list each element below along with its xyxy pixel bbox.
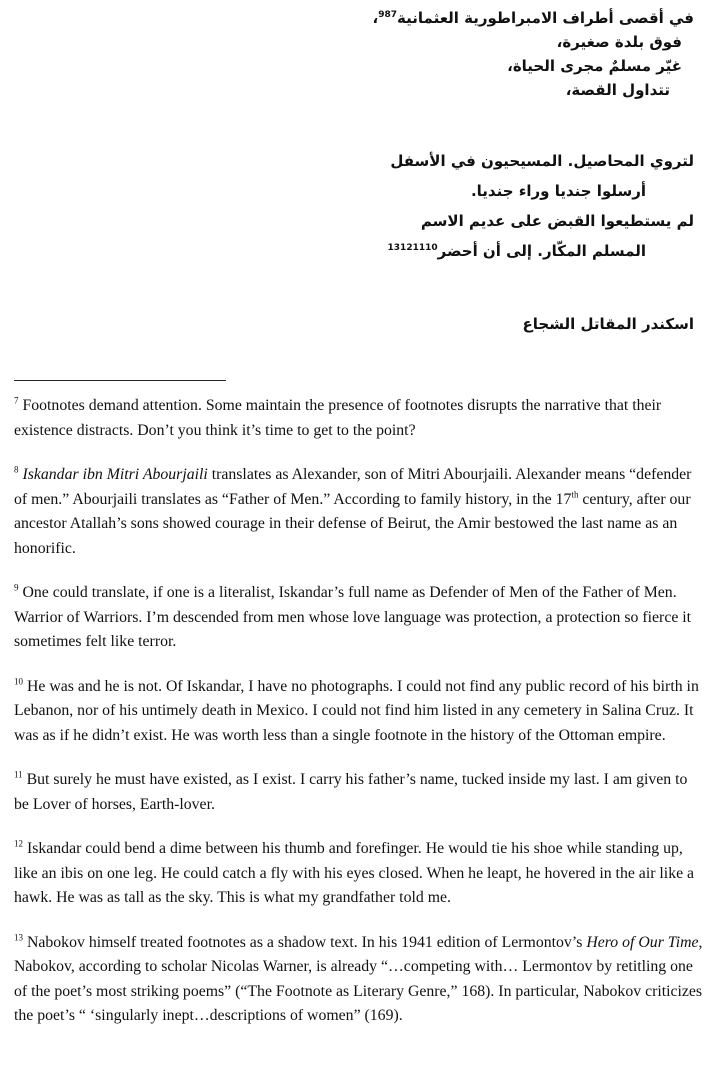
footnote-number: 8	[14, 464, 19, 475]
poem-line: أرسلوا جنديا وراء جنديا.	[470, 182, 646, 200]
footnote-text: translates as Alexander, son of Mitri Abourjaili. Alexander means “defender of men.” Abourjaili translates as “Father of Men.” According to family history, in the 17	[14, 466, 692, 508]
poem-stanza-3	[523, 312, 695, 336]
footnotes	[14, 394, 704, 1049]
poem-line: لم يستطيعوا القبض على عديم الاسم	[420, 212, 694, 230]
footnote	[14, 463, 704, 561]
footnote-text: But surely he must have existed, as I exist. I carry his father’s name, tucked inside my last. I am given to be Lover of horses, Earth-lover.	[14, 771, 688, 813]
footnote-text: , Nabokov, according to scholar Nicolas Warner, is already “…competing with… Lermontov by retitling one of the poet’s most striking poems” (“The Footnote as Literary Genre,” 168). In particular, Nabokov criticizes the poet’s “ ‘singularly inept…descriptions of women” (169).	[14, 933, 703, 1024]
footnote	[14, 675, 704, 749]
footnote	[14, 931, 704, 1029]
footnote	[14, 581, 704, 655]
footnote	[14, 768, 704, 817]
ordinal-suffix: th	[571, 489, 579, 500]
poem-stanza-2	[388, 146, 694, 266]
footnote-separator	[14, 380, 226, 381]
footnote-text: Nabokov himself treated footnotes as a shadow text. In his 1941 edition of Lermontov’s	[26, 933, 587, 951]
footnote-number: 10	[14, 676, 23, 687]
poem-line: تتداول القصة،	[565, 81, 670, 99]
footnote-text: He was and he is not. Of Iskandar, I have no photographs. I could not find any public record of his birth in Lebanon, nor of his untimely death in Mexico. I could not find him listed in any cemetery in Salina Cruz. It was as if he didn’t exist. He was worth less than a single footnote in the history of the Ottoman empire.	[14, 677, 699, 744]
footnote	[14, 394, 704, 443]
poem-line: اسكندر المقاتل الشجاع	[522, 315, 694, 333]
poem-line: في أقصى أطراف الامبراطورية العثمانية$^{987}$،	[372, 9, 694, 27]
footnote-number: 12	[14, 838, 23, 849]
poem-stanza-1	[373, 6, 694, 102]
footnote-number: 7	[14, 395, 19, 406]
footnote-text: One could translate, if one is a literalist, Iskandar’s full name as Defender of Men of the Father of Men. Warrior of Warriors. I’m descended from men whose love language was protection, a protection so fierce it sometimes felt like terror.	[14, 584, 692, 650]
footnote-text: Footnotes demand attention. Some maintain the presence of footnotes disrupts the narrative that their existence distracts. Don’t you think it’s time to get to the point?	[14, 397, 662, 439]
footnote	[14, 837, 704, 911]
poem-line: غيّر مسلمٌ مجرى الحياة،	[507, 57, 682, 75]
footnote-text: Iskandar could bend a dime between his thumb and forefinger. He would tie his shoe while standing up, like an ibis on one leg. He could catch a fly with his eyes closed. When he leapt, he hovered in the air like a hawk. He was as tall as the sky. This is what my grandfather told me.	[14, 840, 695, 906]
footnote-refs: 987	[378, 10, 398, 20]
footnote-italic: Hero of Our Time	[586, 933, 699, 951]
footnote-number: 9	[14, 582, 19, 593]
footnote-number: 11	[14, 769, 23, 780]
footnote-text: century, after our ancestor Atallah’s sons showed courage in their defense of Beirut, the Amir bestowed the last name as an honorific.	[14, 490, 691, 557]
footnote-italic: Iskandar ibn Mitri Abourjaili	[22, 466, 208, 483]
poem-line: لتروي المحاصيل. المسيحيون في الأسفل	[390, 152, 694, 170]
footnote-refs: 13121110	[387, 243, 438, 253]
poem-line: فوق بلدة صغيرة،	[556, 33, 682, 51]
footnote-number: 13	[14, 932, 23, 943]
poem-line: المسلم المكّار. إلى أن أحضر$^{13121110}$	[387, 242, 646, 260]
